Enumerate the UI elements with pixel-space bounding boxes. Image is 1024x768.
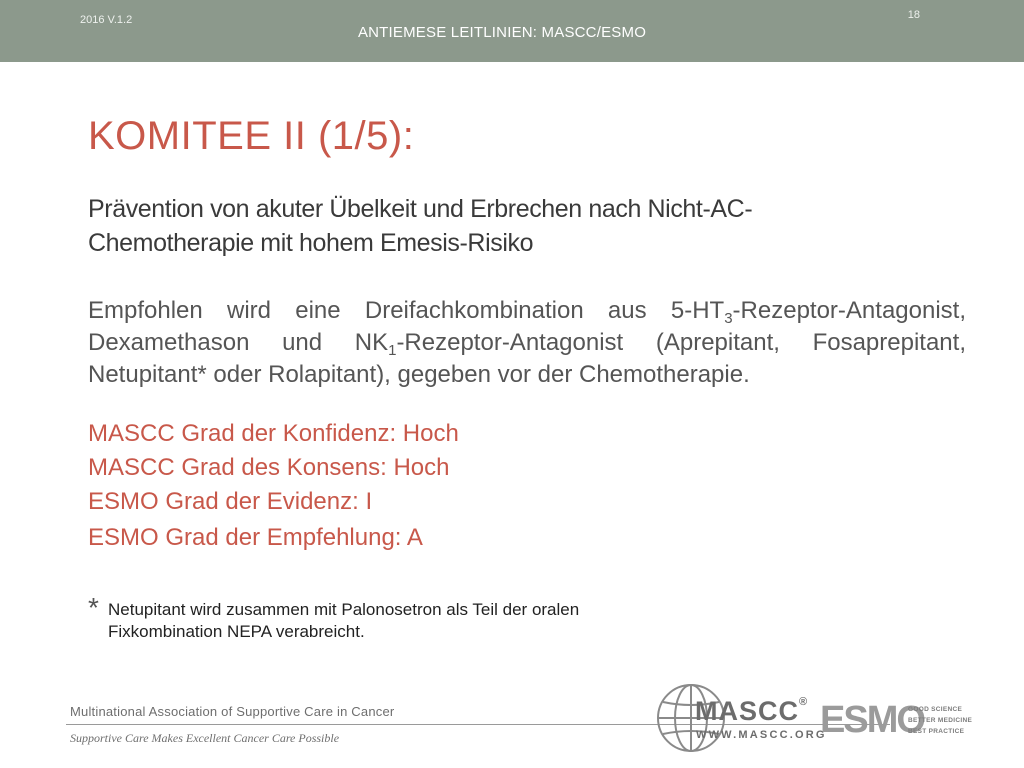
mascc-confidence-grade: MASCC Grad der Konfidenz: Hoch: [88, 420, 459, 447]
footnote-line-2: Fixkombination NEPA verabreicht.: [108, 622, 365, 641]
recommendation-text: [88, 295, 966, 391]
footer-tagline: Supportive Care Makes Excellent Cancer Care Possible: [70, 731, 340, 745]
mascc-logo: [655, 680, 827, 756]
mascc-consensus-grade: MASCC Grad des Konsens: Hoch: [88, 454, 450, 481]
esmo-logo: [820, 700, 1010, 748]
body-part-1: Empfohlen wird eine Dreifachkombination aus 5-HT: [88, 297, 725, 324]
page-number: 18: [907, 9, 920, 21]
footnote-marker: *: [88, 592, 99, 623]
subtitle-line-1: Prävention von akuter Übelkeit und Erbrechen nach Nicht-AC-: [88, 195, 753, 223]
body-part-2: -Rezeptor-Antagonist, Dexamethason und NK: [88, 297, 966, 356]
esmo-evidence-grade: ESMO Grad der Evidenz: I: [88, 488, 373, 515]
version-label: 2016 V.1.2: [80, 14, 133, 26]
footnote-line-1: Netupitant wird zusammen mit Palonosetron als Teil der oralen: [108, 600, 580, 619]
esmo-logo-name: ESMO: [820, 699, 924, 741]
footer-organization: Multinational Association of Supportive Care in Cancer: [70, 704, 395, 719]
body-sub-1: 3: [724, 310, 733, 327]
esmo-recommendation-grade: ESMO Grad der Empfehlung: A: [88, 524, 423, 551]
slide-subtitle: [88, 192, 878, 260]
header-bar: [0, 0, 1024, 62]
body-part-3: -Rezeptor-Antagonist (Aprepitant, Fosaprepitant, Netupitant* oder Rolapitant), gegeben vor der Chemotherapie.: [88, 329, 966, 388]
mascc-logo-name: MASCC®: [695, 696, 809, 726]
subtitle-line-2: Chemotherapie mit hohem Emesis-Risiko: [88, 229, 534, 257]
esmo-logo-tags: GOOD SCIENCE BETTER MEDICINE BEST PRACTICE: [908, 706, 973, 735]
footnote-text: [108, 599, 688, 643]
slide-title: KOMITEE II (1/5):: [88, 114, 415, 158]
mascc-logo-url: WWW.MASCC.ORG: [696, 729, 827, 741]
body-sub-2: 1: [388, 342, 397, 359]
header-title: ANTIEMESE LEITLINIEN: MASCC/ESMO: [357, 24, 647, 41]
